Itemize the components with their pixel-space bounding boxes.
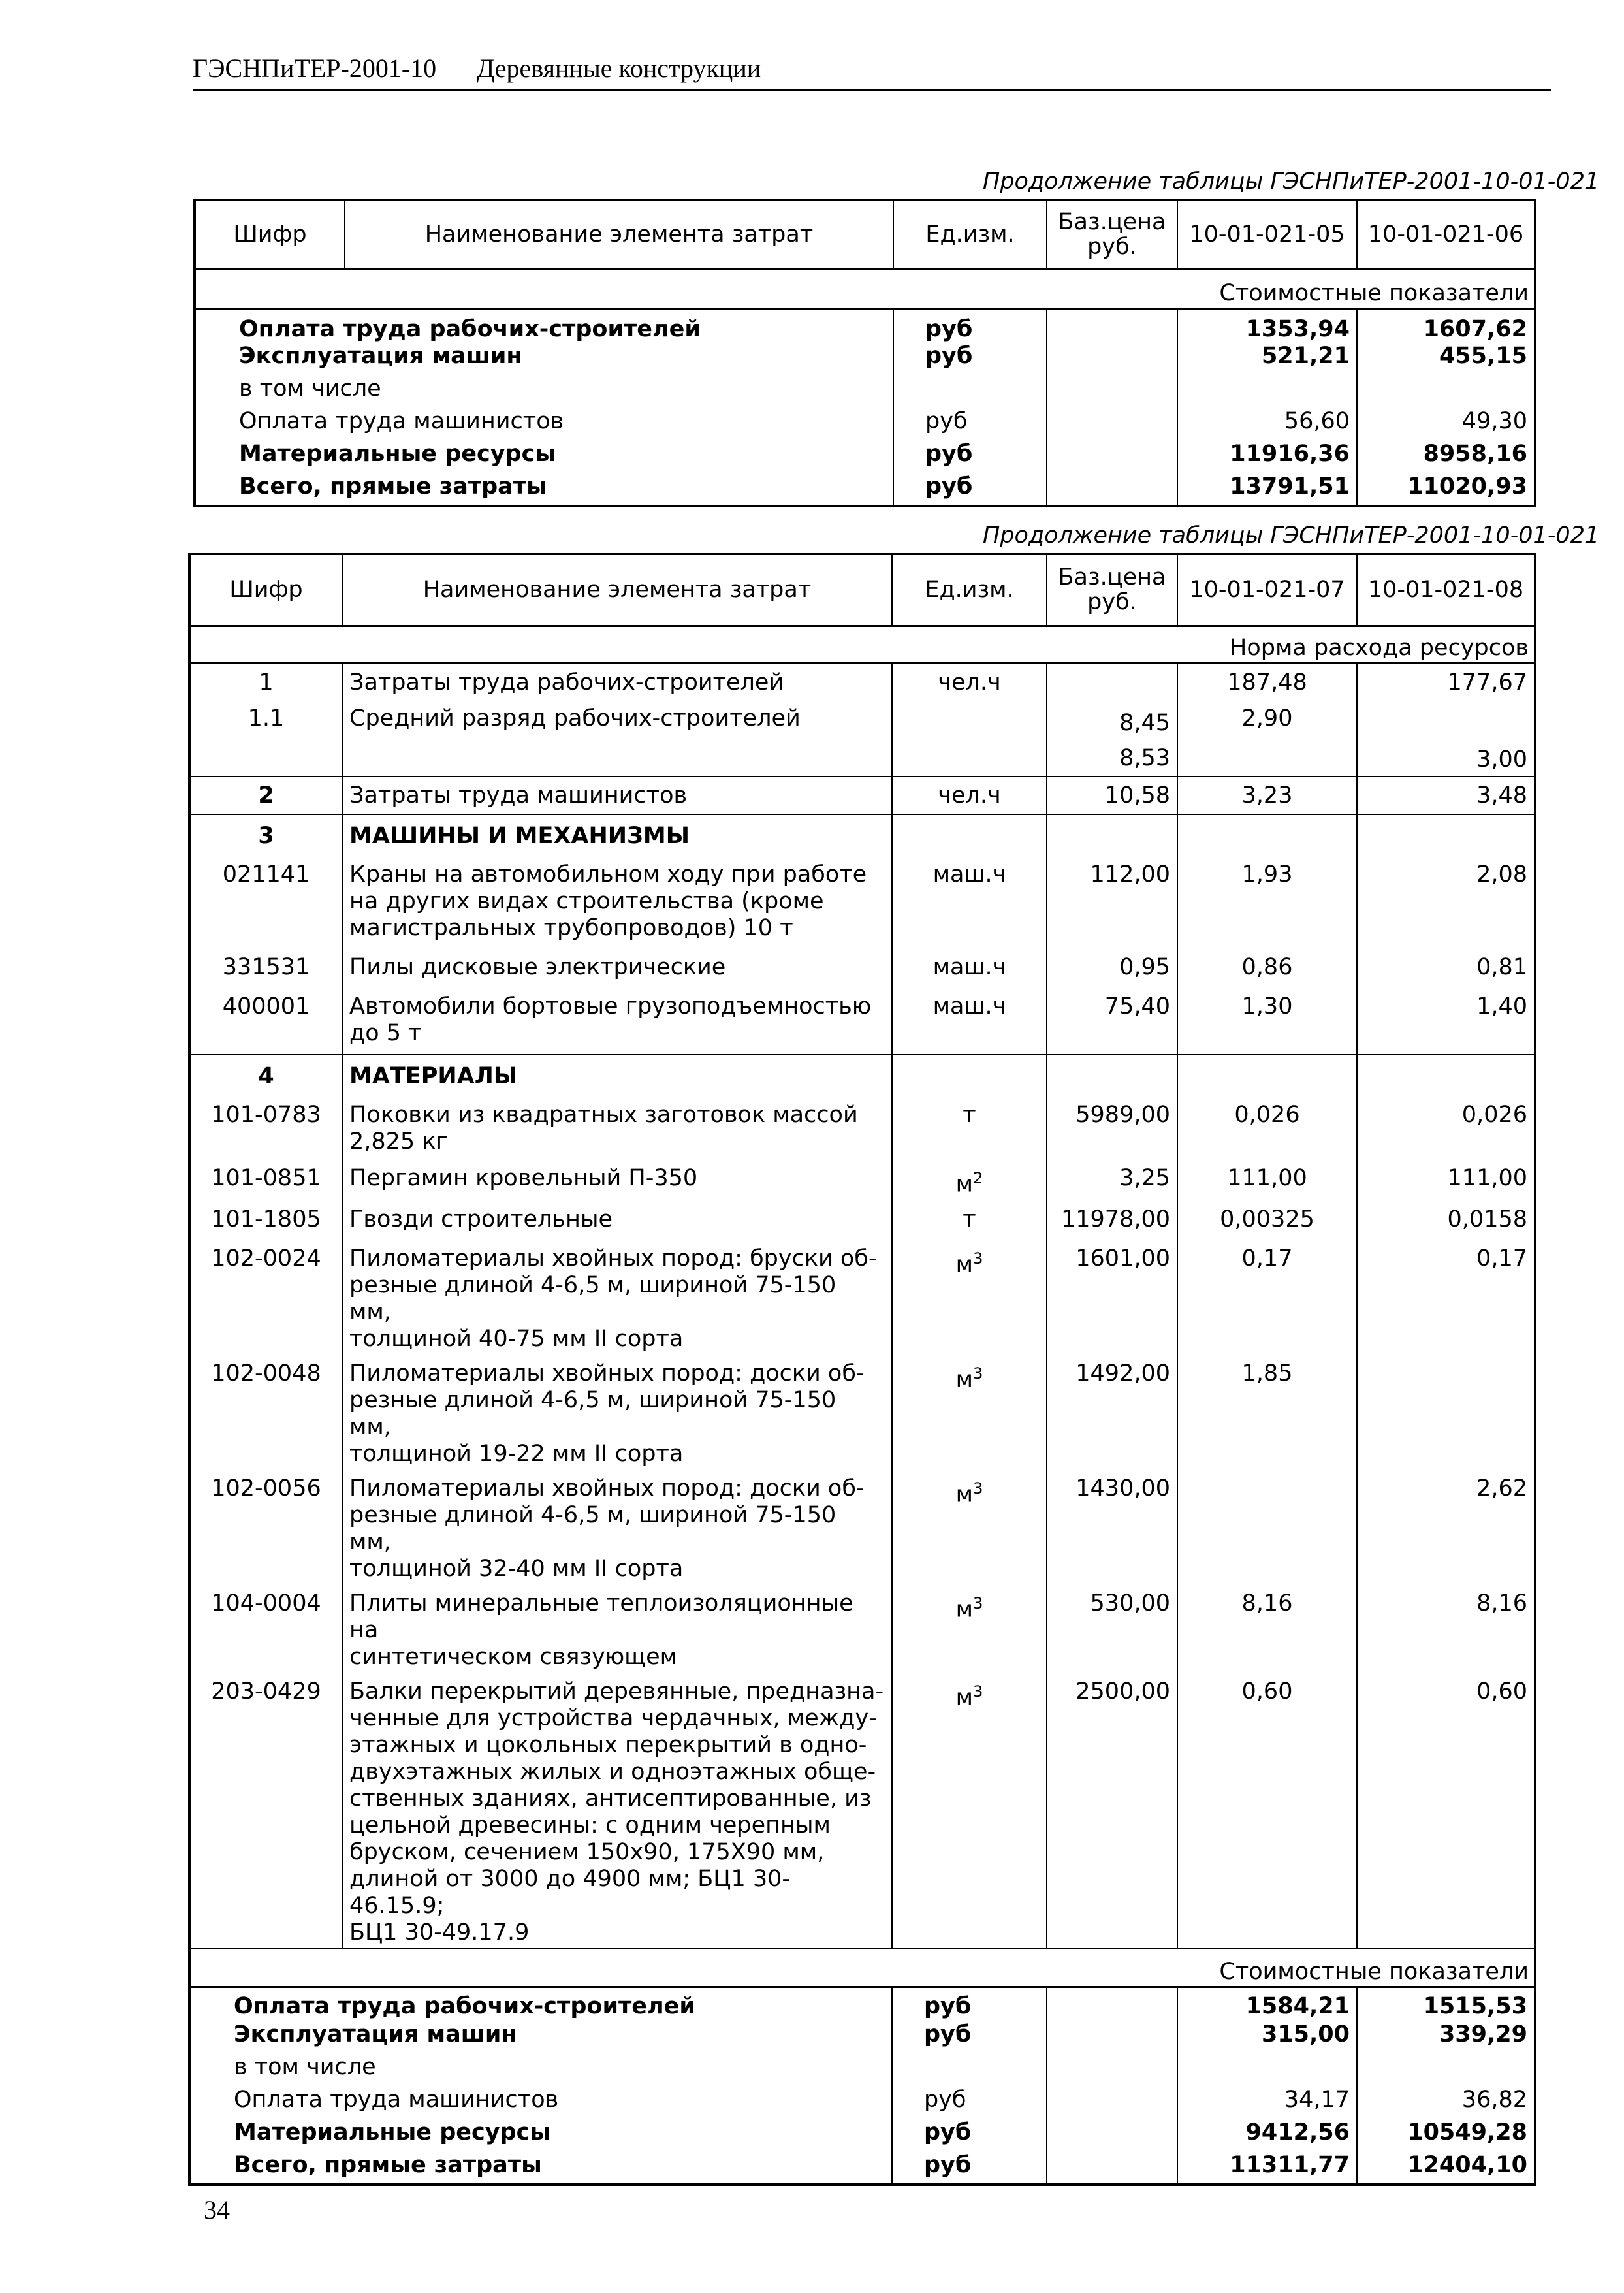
- cost-item-price: [1047, 2021, 1177, 2054]
- resource-price: 2500,00: [1047, 1671, 1177, 1948]
- price-line: 8,45: [1119, 710, 1170, 736]
- cost-item-value-a: 56,60: [1177, 408, 1357, 441]
- cost-item-value-a: 13791,51: [1177, 473, 1357, 506]
- resource-code: 021141: [189, 854, 342, 946]
- cost-item-value-b: 455,15: [1357, 343, 1535, 376]
- resource-name: [342, 1157, 892, 1198]
- table2: [188, 553, 1536, 2186]
- cost-item-unit: руб: [893, 343, 1047, 376]
- resource-name: [342, 1467, 892, 1582]
- section-number: 4: [189, 1055, 342, 1094]
- resource-price: 0,95: [1047, 946, 1177, 986]
- cost-item-name: Всего, прямые затраты: [189, 2152, 892, 2185]
- resource-value-a: 1,85: [1177, 1353, 1357, 1467]
- empty-cell: [1177, 1055, 1357, 1094]
- table-row: [189, 1671, 1535, 1948]
- section-number: 3: [189, 814, 342, 854]
- resource-code: 1.1: [189, 702, 342, 777]
- table-row: [189, 854, 1535, 946]
- cost-item-value-a: [1177, 376, 1357, 408]
- resource-code: 102-0048: [189, 1353, 342, 1467]
- band-cost: Стоимостные показатели: [1177, 1948, 1535, 1987]
- cost-item-value-b: 12404,10: [1357, 2152, 1535, 2185]
- cost-item-name: Эксплуатация машин: [195, 343, 893, 376]
- resource-price: 1601,00: [1047, 1238, 1177, 1353]
- table-row: [195, 376, 1535, 408]
- resource-value-a: 1,93: [1177, 854, 1357, 946]
- resource-price: 1430,00: [1047, 1467, 1177, 1582]
- cost-item-value-b: 8958,16: [1357, 441, 1535, 473]
- name-line: длиной от 3000 до 4900 мм; БЦ1 30-46.15.9;: [349, 1865, 791, 1919]
- resource-value-b: 111,00: [1357, 1157, 1535, 1198]
- resource-value-a: 0,17: [1177, 1238, 1357, 1353]
- table-row: [189, 663, 1535, 702]
- cost-item-price: [1047, 2119, 1177, 2152]
- table2-caption: Продолжение таблицы ГЭСНПиТЕР-2001-10-01-021: [983, 522, 1600, 549]
- col-b: 10-01-021-06: [1357, 200, 1535, 269]
- resource-code: 101-0783: [189, 1094, 342, 1157]
- resource-unit: [892, 946, 1047, 986]
- name-line: Балки перекрытий деревянные, предназна-: [349, 1678, 884, 1705]
- section-title: МАШИНЫ И МЕХАНИЗМЫ: [342, 814, 892, 854]
- cost-item-price: [1047, 308, 1177, 343]
- cost-item-value-a: 1584,21: [1177, 1987, 1357, 2021]
- cost-item-price: [1047, 343, 1177, 376]
- name-line: магистральных трубопроводов) 10 т: [349, 915, 793, 941]
- cost-item-value-a: 11916,36: [1177, 441, 1357, 473]
- empty-cell: [892, 1055, 1047, 1094]
- name-line: толщиной 40-75 мм II сорта: [349, 1325, 684, 1352]
- resource-value-a: 0,00325: [1177, 1198, 1357, 1238]
- name-line: резные длиной 4-6,5 м, шириной 75-150 мм,: [349, 1272, 836, 1325]
- cost-item-price: [1047, 473, 1177, 506]
- resource-value-b: 8,16: [1357, 1582, 1535, 1671]
- empty-cell: [1177, 814, 1357, 854]
- resource-value-a: 187,48: [1177, 663, 1357, 702]
- col-price: Баз.цена руб.: [1047, 554, 1177, 626]
- cost-item-name: Материальные ресурсы: [189, 2119, 892, 2152]
- col-code: Шифр: [189, 554, 342, 626]
- cost-item-price: [1047, 2087, 1177, 2119]
- resource-value-b: 0,0158: [1357, 1198, 1535, 1238]
- resource-unit: [892, 1353, 1047, 1467]
- cost-item-price: [1047, 2152, 1177, 2185]
- cost-item-unit: [892, 2054, 1047, 2087]
- section-title: МАТЕРИАЛЫ: [342, 1055, 892, 1094]
- unit-text: м: [955, 1596, 974, 1623]
- col-code: Шифр: [195, 200, 345, 269]
- unit-text: маш.ч: [932, 954, 1006, 980]
- resource-value-b: 3,00: [1357, 702, 1535, 777]
- cost-item-value-a: 9412,56: [1177, 2119, 1357, 2152]
- doc-code: ГЭСНПиТЕР-2001-10: [193, 54, 437, 83]
- table-row: [189, 946, 1535, 986]
- table-row: [189, 1094, 1535, 1157]
- cost-item-price: [1047, 1987, 1177, 2021]
- resource-name: Затраты труда машинистов: [342, 777, 892, 814]
- empty-cell: [1047, 1055, 1177, 1094]
- resource-price: 5989,00: [1047, 1094, 1177, 1157]
- unit-exponent: 3: [973, 1682, 983, 1701]
- cost-item-unit: руб: [893, 441, 1047, 473]
- cost-item-unit: руб: [892, 2152, 1047, 2185]
- table-row: [195, 473, 1535, 506]
- resource-value-a: 3,23: [1177, 777, 1357, 814]
- cost-item-name: Оплата труда рабочих-строителей: [189, 1987, 892, 2021]
- resource-value-a: 2,90: [1177, 702, 1357, 777]
- unit-text: т: [963, 1206, 976, 1232]
- name-line: Пиломатериалы хвойных пород: доски об-: [349, 1475, 865, 1501]
- resource-code: 331531: [189, 946, 342, 986]
- band-empty: [189, 626, 1177, 663]
- resource-value-b: [1357, 1353, 1535, 1467]
- resource-unit: [892, 1198, 1047, 1238]
- cost-item-unit: руб: [893, 473, 1047, 506]
- col-a: 10-01-021-07: [1177, 554, 1357, 626]
- resource-code: 2: [189, 777, 342, 814]
- cost-item-unit: руб: [893, 308, 1047, 343]
- cost-item-price: [1047, 408, 1177, 441]
- cost-item-value-b: [1357, 2054, 1535, 2087]
- resource-value-a: 111,00: [1177, 1157, 1357, 1198]
- resource-name: [342, 1198, 892, 1238]
- table-row: [189, 2119, 1535, 2152]
- empty-cell: [892, 814, 1047, 854]
- col-name: Наименование элемента затрат: [345, 200, 893, 269]
- name-line: Плиты минеральные теплоизоляционные на: [349, 1590, 853, 1643]
- band-cost: Стоимостные показатели: [1177, 269, 1535, 308]
- table-row: [189, 986, 1535, 1055]
- resource-name: [342, 1238, 892, 1353]
- table-row: [189, 2054, 1535, 2087]
- resource-price: 3,25: [1047, 1157, 1177, 1198]
- table-row: [189, 2087, 1535, 2119]
- cost-item-value-b: 10549,28: [1357, 2119, 1535, 2152]
- cost-item-price: [1047, 2054, 1177, 2087]
- table-row: [195, 308, 1535, 343]
- resource-value-b: 3,48: [1357, 777, 1535, 814]
- resource-unit: [892, 1094, 1047, 1157]
- name-line: синтетическом связующем: [349, 1643, 678, 1670]
- resource-unit: чел.ч: [892, 663, 1047, 702]
- resource-value-b: 2,08: [1357, 854, 1535, 946]
- name-line: Пиломатериалы хвойных пород: доски об-: [349, 1360, 865, 1387]
- cost-item-name: Материальные ресурсы: [195, 441, 893, 473]
- cost-item-name: Всего, прямые затраты: [195, 473, 893, 506]
- resource-name: [342, 986, 892, 1055]
- unit-text: т: [963, 1102, 976, 1128]
- table-row: [189, 1353, 1535, 1467]
- resource-value-a: 1,30: [1177, 986, 1357, 1055]
- name-line: цельной древесины: с одним черепным: [349, 1812, 831, 1838]
- table-row: [189, 2152, 1535, 2185]
- name-line: бруском, сечением 150х90, 175Х90 мм,: [349, 1838, 825, 1865]
- name-line: резные длиной 4-6,5 м, шириной 75-150 мм,: [349, 1501, 836, 1555]
- unit-exponent: 3: [973, 1249, 983, 1268]
- price-line: 8,53: [1119, 745, 1170, 771]
- resource-price: 530,00: [1047, 1582, 1177, 1671]
- resource-value-b: 2,62: [1357, 1467, 1535, 1582]
- col-price: Баз.цена руб.: [1047, 200, 1177, 269]
- cost-item-name: Оплата труда рабочих-строителей: [195, 308, 893, 343]
- cost-item-value-a: 11311,77: [1177, 2152, 1357, 2185]
- unit-text: м: [955, 1366, 974, 1393]
- cost-item-value-b: 11020,93: [1357, 473, 1535, 506]
- name-line: Пергамин кровельный П-350: [349, 1165, 698, 1191]
- resource-value-b: 0,81: [1357, 946, 1535, 986]
- table-row: [195, 408, 1535, 441]
- col-b: 10-01-021-08: [1357, 554, 1535, 626]
- unit-exponent: 3: [973, 1594, 983, 1612]
- resource-price: 1492,00: [1047, 1353, 1177, 1467]
- resource-unit: [892, 1238, 1047, 1353]
- name-line: Краны на автомобильном ходу при работе: [349, 861, 867, 888]
- cost-item-price: [1047, 441, 1177, 473]
- table-row: [189, 777, 1535, 814]
- name-line: этажных и цокольных перекрытий в одно-: [349, 1731, 867, 1758]
- resource-value-b: 1,40: [1357, 986, 1535, 1055]
- col-unit: Ед.изм.: [892, 554, 1047, 626]
- cost-item-value-b: 1515,53: [1357, 1987, 1535, 2021]
- resource-price-group: [1047, 702, 1177, 777]
- name-line: до 5 т: [349, 1020, 422, 1046]
- name-line: толщиной 19-22 мм II сорта: [349, 1440, 684, 1467]
- cost-item-value-a: 521,21: [1177, 343, 1357, 376]
- name-line: ченные для устройства чердачных, между-: [349, 1705, 877, 1731]
- col-unit: Ед.изм.: [893, 200, 1047, 269]
- name-line: БЦ1 30-49.17.9: [349, 1919, 530, 1946]
- name-line: на других видах строительства (кроме: [349, 888, 824, 914]
- table-row: [189, 1198, 1535, 1238]
- resource-code: 102-0024: [189, 1238, 342, 1353]
- name-line: резные длиной 4-6,5 м, шириной 75-150 мм,: [349, 1387, 836, 1440]
- resource-unit: чел.ч: [892, 777, 1047, 814]
- empty-cell: [1357, 814, 1535, 854]
- resource-unit: [892, 1467, 1047, 1582]
- cost-item-value-a: 34,17: [1177, 2087, 1357, 2119]
- resource-value-b: 0,60: [1357, 1671, 1535, 1948]
- cost-item-name: Оплата труда машинистов: [189, 2087, 892, 2119]
- unit-text: маш.ч: [932, 993, 1006, 1019]
- unit-exponent: 2: [973, 1169, 983, 1187]
- table-row: [189, 814, 1535, 854]
- resource-price: 112,00: [1047, 854, 1177, 946]
- cost-item-name: Оплата труда машинистов: [195, 408, 893, 441]
- name-line: двухэтажных жилых и одноэтажных обще-: [349, 1758, 876, 1785]
- resource-code: 101-0851: [189, 1157, 342, 1198]
- resource-name: [342, 854, 892, 946]
- cost-item-value-b: 339,29: [1357, 2021, 1535, 2054]
- col-a: 10-01-021-05: [1177, 200, 1357, 269]
- cost-item-unit: [893, 376, 1047, 408]
- cost-item-unit: руб: [893, 408, 1047, 441]
- cost-item-price: [1047, 376, 1177, 408]
- resource-unit: [892, 1582, 1047, 1671]
- name-line: Поковки из квадратных заготовок массой: [349, 1102, 858, 1128]
- resource-name: [342, 1094, 892, 1157]
- cost-item-value-b: 36,82: [1357, 2087, 1535, 2119]
- cost-item-name: в том числе: [195, 376, 893, 408]
- table1-caption: Продолжение таблицы ГЭСНПиТЕР-2001-10-01-021: [983, 168, 1600, 195]
- cost-item-value-b: 1607,62: [1357, 308, 1535, 343]
- resource-value-a: 8,16: [1177, 1582, 1357, 1671]
- table-row: [189, 1987, 1535, 2021]
- resource-value-a: [1177, 1467, 1357, 1582]
- resource-name: [342, 1353, 892, 1467]
- resource-value-b: 0,17: [1357, 1238, 1535, 1353]
- name-line: 2,825 кг: [349, 1129, 448, 1155]
- empty-cell: [1047, 814, 1177, 854]
- resource-price: 11978,00: [1047, 1198, 1177, 1238]
- cost-item-unit: руб: [892, 2119, 1047, 2152]
- band-empty: [189, 1948, 1177, 1987]
- unit-text: м: [955, 1251, 974, 1278]
- table-row: [189, 1157, 1535, 1198]
- table-row: [195, 343, 1535, 376]
- section-title: Деревянные конструкции: [477, 54, 761, 83]
- name-line: ственных зданиях, антисептированные, из: [349, 1785, 872, 1812]
- cost-item-unit: руб: [892, 1987, 1047, 2021]
- name-line: Гвозди строительные: [349, 1206, 613, 1232]
- cost-item-unit: руб: [892, 2021, 1047, 2054]
- table1: [193, 199, 1536, 507]
- band-norm: Норма расхода ресурсов: [1177, 626, 1535, 663]
- resource-code: 203-0429: [189, 1671, 342, 1948]
- unit-exponent: 3: [973, 1364, 983, 1383]
- resource-name: [342, 1582, 892, 1671]
- resource-unit: [892, 702, 1047, 777]
- name-line: Пилы дисковые электрические: [349, 954, 726, 980]
- table-row: [195, 441, 1535, 473]
- empty-cell: [1357, 1055, 1535, 1094]
- unit-text: м: [955, 1171, 974, 1198]
- resource-unit: [892, 986, 1047, 1055]
- cost-item-value-a: 1353,94: [1177, 308, 1357, 343]
- resource-code: 102-0056: [189, 1467, 342, 1582]
- band-empty: [195, 269, 1177, 308]
- name-line: толщиной 32-40 мм II сорта: [349, 1555, 684, 1582]
- resource-unit: [892, 854, 1047, 946]
- resource-code: 101-1805: [189, 1198, 342, 1238]
- unit-text: маш.ч: [932, 861, 1006, 888]
- table-row: [189, 702, 1535, 777]
- resource-name: Средний разряд рабочих-строителей: [342, 702, 892, 777]
- resource-value-b: 177,67: [1357, 663, 1535, 702]
- resource-price: 10,58: [1047, 777, 1177, 814]
- resource-code: 104-0004: [189, 1582, 342, 1671]
- table-row: [189, 1948, 1535, 1987]
- page-number: 34: [204, 2195, 230, 2224]
- cost-item-unit: руб: [892, 2087, 1047, 2119]
- resource-name: [342, 946, 892, 986]
- resource-code: 1: [189, 663, 342, 702]
- table-row: [189, 1467, 1535, 1582]
- resource-price: [1047, 663, 1177, 702]
- table-row: [189, 2021, 1535, 2054]
- resource-name: Затраты труда рабочих-строителей: [342, 663, 892, 702]
- name-line: Автомобили бортовые грузоподъемностью: [349, 993, 872, 1019]
- cost-item-value-a: 315,00: [1177, 2021, 1357, 2054]
- unit-text: м: [955, 1684, 974, 1711]
- col-name: Наименование элемента затрат: [342, 554, 892, 626]
- cost-item-value-b: 49,30: [1357, 408, 1535, 441]
- resource-value-a: 0,86: [1177, 946, 1357, 986]
- cost-item-value-b: [1357, 376, 1535, 408]
- resource-price: 75,40: [1047, 986, 1177, 1055]
- resource-name: [342, 1671, 892, 1948]
- resource-code: 400001: [189, 986, 342, 1055]
- page-header: [193, 52, 1551, 91]
- resource-value-b: 0,026: [1357, 1094, 1535, 1157]
- table-row: [189, 1055, 1535, 1094]
- resource-value-a: 0,60: [1177, 1671, 1357, 1948]
- name-line: Пиломатериалы хвойных пород: бруски об-: [349, 1245, 877, 1272]
- cost-item-value-a: [1177, 2054, 1357, 2087]
- resource-unit: [892, 1157, 1047, 1198]
- unit-exponent: 3: [973, 1479, 983, 1498]
- cost-item-name: Эксплуатация машин: [189, 2021, 892, 2054]
- resource-unit: [892, 1671, 1047, 1948]
- table-row: [189, 1238, 1535, 1353]
- unit-text: м: [955, 1481, 974, 1508]
- cost-item-name: в том числе: [189, 2054, 892, 2087]
- resource-value-a: 0,026: [1177, 1094, 1357, 1157]
- table-row: [189, 1582, 1535, 1671]
